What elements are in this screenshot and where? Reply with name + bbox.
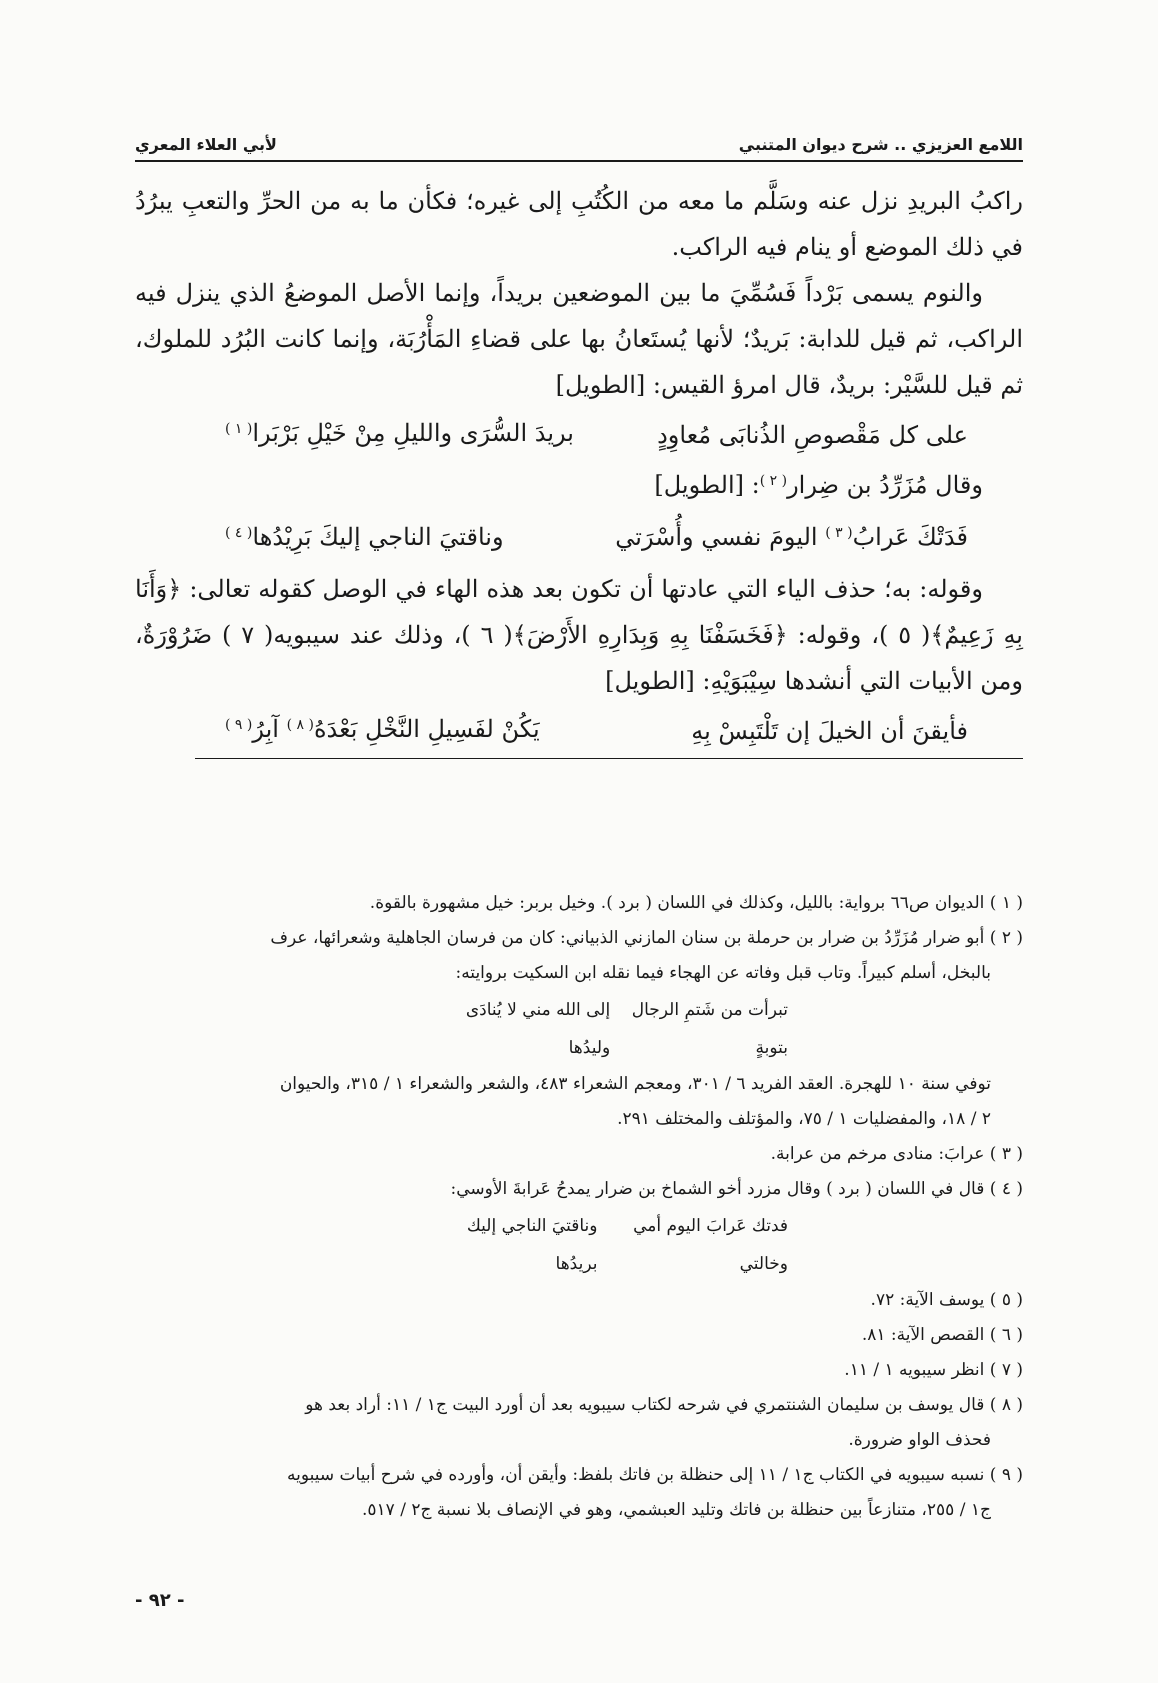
footnote-9-line-1: ( ٩ ) نسبه سيبويه في الكتاب ج١ / ١١ إلى حنظلة بن فاتك بلفظ: وأيقن أن، وأورده في شرح أبيات سيبويه xyxy=(287,1465,1023,1485)
p1-line-1: راكبُ البريدِ نزل عنه وسَلَّم ما معه من الكُتُبِ إلى غيره؛ فكأن ما به من الحرِّ والتعبِ يبرُدُ xyxy=(135,187,1023,215)
footnote-mark-4: ( ٤ ) xyxy=(225,525,253,541)
verse-1-second-text: بريدَ السُّرَى والليلِ مِنْ خَيْلِ بَرْبَرا xyxy=(252,419,574,447)
footnote-2-line-1: ( ٢ ) أبو ضرار مُزَرِّدُ بن ضرار بن حرملة بن سنان المازني الذبياني: كان من فرسان الجاهلية وشعرائها، عرف xyxy=(270,928,1023,948)
p2-line-1: والنوم يسمى بَرْداً فَسُمِّيَ ما بين الموضعين بريداً، وإنما الأصل الموضعُ الذي ينزل فيه xyxy=(135,279,983,307)
footnote-3: ( ٣ ) عرابَ: منادى مرخم من عرابة. xyxy=(770,1144,1023,1164)
footnote-6: ( ٦ ) القصص الآية: ٨١. xyxy=(861,1325,1023,1345)
p2-line-2: الراكب، ثم قيل للدابة: بَريدٌ؛ لأنها يُستَعانُ بها على قضاءِ المَأْرُبَة، وإنما كانت البُرُد للملوك، xyxy=(135,325,1023,353)
p1-line-2: في ذلك الموضع أو ينام فيه الراكب. xyxy=(671,233,1023,261)
footnote-2-verse-second: إلى الله مني لا يُنادَى وليدُها xyxy=(465,1000,611,1058)
footnote-2 xyxy=(135,921,1023,991)
header-book-title: اللامع العزيزي .. شرح ديوان المتنبي xyxy=(738,135,1023,154)
verse-2-second-hemistich xyxy=(225,512,504,566)
verse-3-second-hemistich xyxy=(225,704,540,758)
p2-line-3: ثم قيل للسَّيْر: بريدٌ، قال امرؤ القيس: [الطويل] xyxy=(555,371,1023,399)
footnote-2-line-4: ٢ / ١٨، والمفضليات ١ / ٧٥، والمؤتلف والمختلف ٢٩١. xyxy=(617,1109,991,1129)
verse-2-first-a: فَدَتْكَ عَرابُ xyxy=(852,523,968,551)
p3-line-1: وقوله: به؛ حذف الياء التي عادتها أن تكون بعد هذه الهاء في الوصل كقوله تعالى: xyxy=(189,575,983,603)
footnote-mark-9: ( ٩ ) xyxy=(225,717,253,733)
verse-3-second-b: آبِرُ xyxy=(252,715,287,743)
footnote-1: ( ١ ) الديوان ص٦٦ برواية: بالليل، وكذلك في اللسان ( برد ). وخيل بربر: خيل مشهورة بالقوة. xyxy=(369,893,1023,913)
verse-sibawayh xyxy=(195,704,1023,759)
header-author: لأبي العلاء المعري xyxy=(135,135,277,154)
footnote-8 xyxy=(135,1388,1023,1458)
p3-line-2: ﴿وَأَنَا بِهِ زَعِيمٌ﴾( ٥ )، وقوله: ﴿فَخَسَفْنَا بِهِ وَبِدَارِهِ الأَرْضَ﴾( ٦ )، وذلك عند سيبويه( ٧ ) xyxy=(135,575,1023,649)
footnotes xyxy=(135,886,1023,1528)
footnote-7: ( ٧ ) انظر سيبويه ١ / ١١. xyxy=(844,1360,1023,1380)
mazrad-intro-meter: : [الطويل] xyxy=(654,471,760,499)
footnote-4-verse-first: فدتك عَرابَ اليوم أمي وخالتي xyxy=(633,1216,788,1274)
verse-3-second-a: يَكُنْ لفَسِيلِ النَّخْلِ بَعْدَهُ xyxy=(313,715,540,743)
verse-2-first-b: اليومَ نفسي وأُسْرَتي xyxy=(615,523,826,551)
footnote-2-verse xyxy=(135,991,1023,1067)
footnote-8-line-2: فحذف الواو ضرورة. xyxy=(848,1430,991,1450)
footnote-4-verse xyxy=(135,1207,1023,1283)
footnote-mark-1: ( ١ ) xyxy=(225,421,253,437)
footnote-mark-3: ( ٣ ) xyxy=(825,525,853,541)
header-rule xyxy=(135,160,1023,162)
paragraph-2 xyxy=(135,270,1023,408)
footnote-2-sources xyxy=(135,1067,1023,1137)
verse-3-first-hemistich: فأيقنَ أن الخيلَ إن تَلْتَبِسْ بِهِ xyxy=(691,717,968,745)
footnote-4-verse-second: وناقتيَ الناجي إليك بريدُها xyxy=(466,1216,598,1274)
running-header xyxy=(135,118,1023,154)
verse-mazrad xyxy=(135,512,1023,566)
verse-imru-alqais xyxy=(135,408,1023,462)
verse-1-second-hemistich xyxy=(225,408,574,462)
verse-2-second-text: وناقتيَ الناجي إليكَ بَرِيْدُها xyxy=(252,523,504,551)
footnote-5: ( ٥ ) يوسف الآية: ٧٢. xyxy=(870,1290,1023,1310)
verse-2-first-hemistich xyxy=(615,512,968,566)
footnote-2-line-2: بالبخل، أسلم كبيراً. وتاب قبل وفاته عن الهجاء فيما نقله ابن السكيت بروايته: xyxy=(455,963,991,983)
footnote-8-line-1: ( ٨ ) قال يوسف بن سليمان الشنتمري في شرحه لكتاب سيبويه بعد أن أورد البيت ج١ / ١١: أراد بعد هو xyxy=(305,1395,1023,1415)
footnote-4: ( ٤ ) قال في اللسان ( برد ) وقال مزرد أخو الشماخ بن ضرار يمدحُ عَرابةَ الأوسي: xyxy=(450,1179,1023,1199)
footnote-mark-8: ( ٨ ) xyxy=(286,717,314,733)
mazrad-intro-text: وقال مُزَرِّدُ بن ضِرار xyxy=(787,471,983,499)
main-text xyxy=(135,178,1023,759)
paragraph-3 xyxy=(135,566,1023,704)
footnote-2-verse-first: تبرأت من شَتمِ الرجال بتوبةٍ xyxy=(631,1000,788,1058)
page-number: - ٩٢ - xyxy=(135,1590,185,1611)
paragraph-1 xyxy=(135,178,1023,270)
mazrad-intro xyxy=(135,462,1023,512)
footnote-mark-2: ( ٢ ) xyxy=(759,473,788,489)
verse-1-first-hemistich: على كل مَقْصوصِ الذُنابَى مُعاوِدٍ xyxy=(657,421,968,449)
footnote-2-line-3: توفي سنة ١٠ للهجرة. العقد الفريد ٦ / ٣٠١، ومعجم الشعراء ٤٨٣، والشعر والشعراء ١ / ٣١٥، والحيوان xyxy=(279,1074,991,1094)
footnote-9-line-2: ج١ / ٢٥٥، متنازعاً بين حنظلة بن فاتك وتليد العبشمي، وهو في الإنصاف بلا نسبة ج٢ / ٥١٧. xyxy=(361,1500,991,1520)
footnote-9 xyxy=(135,1458,1023,1528)
p3-line-3: ضَرُوْرَةٌ، ومن الأبيات التي أنشدها سِيْبَوَيْهِ: [الطويل] xyxy=(135,621,1023,695)
